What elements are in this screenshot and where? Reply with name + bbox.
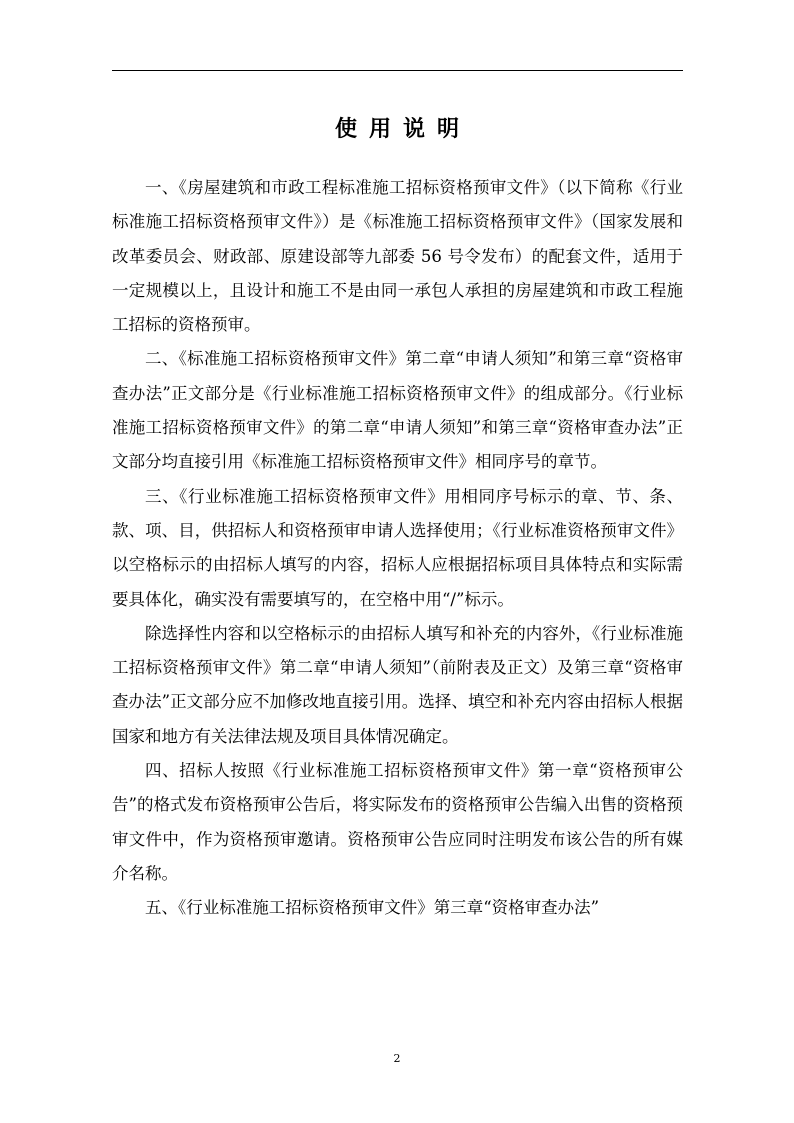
paragraph-2: 二、《标准施工招标资格预审文件》第二章“申请人须知”和第三章“资格审查办法”正文部分是《行业标准施工招标资格预审文件》的组成部分。《行业标准施工招标资格预审文件》的第二章“申请人须知”和第三章“资格审查办法”正文部分均直接引用《标准施工招标资格预审文件》相同序号的章节。 <box>112 349 683 472</box>
paragraph-5: 四、招标人按照《行业标准施工招标资格预审文件》第一章“资格预审公告”的格式发布资格预审公告后，将实际发布的资格预审公告编入出售的资格预审文件中，作为资格预审邀请。资格预审公告应同时注明发布该公告的所有媒介名称。 <box>112 761 683 883</box>
paragraph-1: 一、《房屋建筑和市政工程标准施工招标资格预审文件》（以下简称《行业标准施工招标资格预审文件》）是《标准施工招标资格预审文件》（国家发展和改革委员会、财政部、原建设部等九部委 56 号令发布）的配套文件，适用于一定规模以上，且设计和施工不是由同一承包人承担的房屋建筑和市政工程施工招标的资格预审。 <box>112 178 683 335</box>
header-rule <box>112 70 683 71</box>
paragraph-4: 除选择性内容和以空格标示的由招标人填写和补充的内容外，《行业标准施工招标资格预审文件》第二章“申请人须知”（前附表及正文）及第三章“资格审查办法”正文部分应不加修改地直接引用。选择、填空和补充内容由招标人根据国家和地方有关法律法规及项目具体情况确定。 <box>112 623 683 746</box>
page-title: 使用说明 <box>334 116 471 142</box>
paragraph-3: 三、《行业标准施工招标资格预审文件》用相同序号标示的章、节、条、款、项、目，供招标人和资格预审申请人选择使用；《行业标准资格预审文件》以空格标示的由招标人填写的内容，招标人应根据招标项目具体特点和实际需要具体化，确实没有需要填写的，在空格中用“/”标示。 <box>112 486 683 609</box>
paragraph-6: 五、《行业标准施工招标资格预审文件》第三章“资格审查办法” <box>145 898 600 918</box>
document-body <box>112 171 683 926</box>
page-number: 2 <box>393 1052 401 1065</box>
